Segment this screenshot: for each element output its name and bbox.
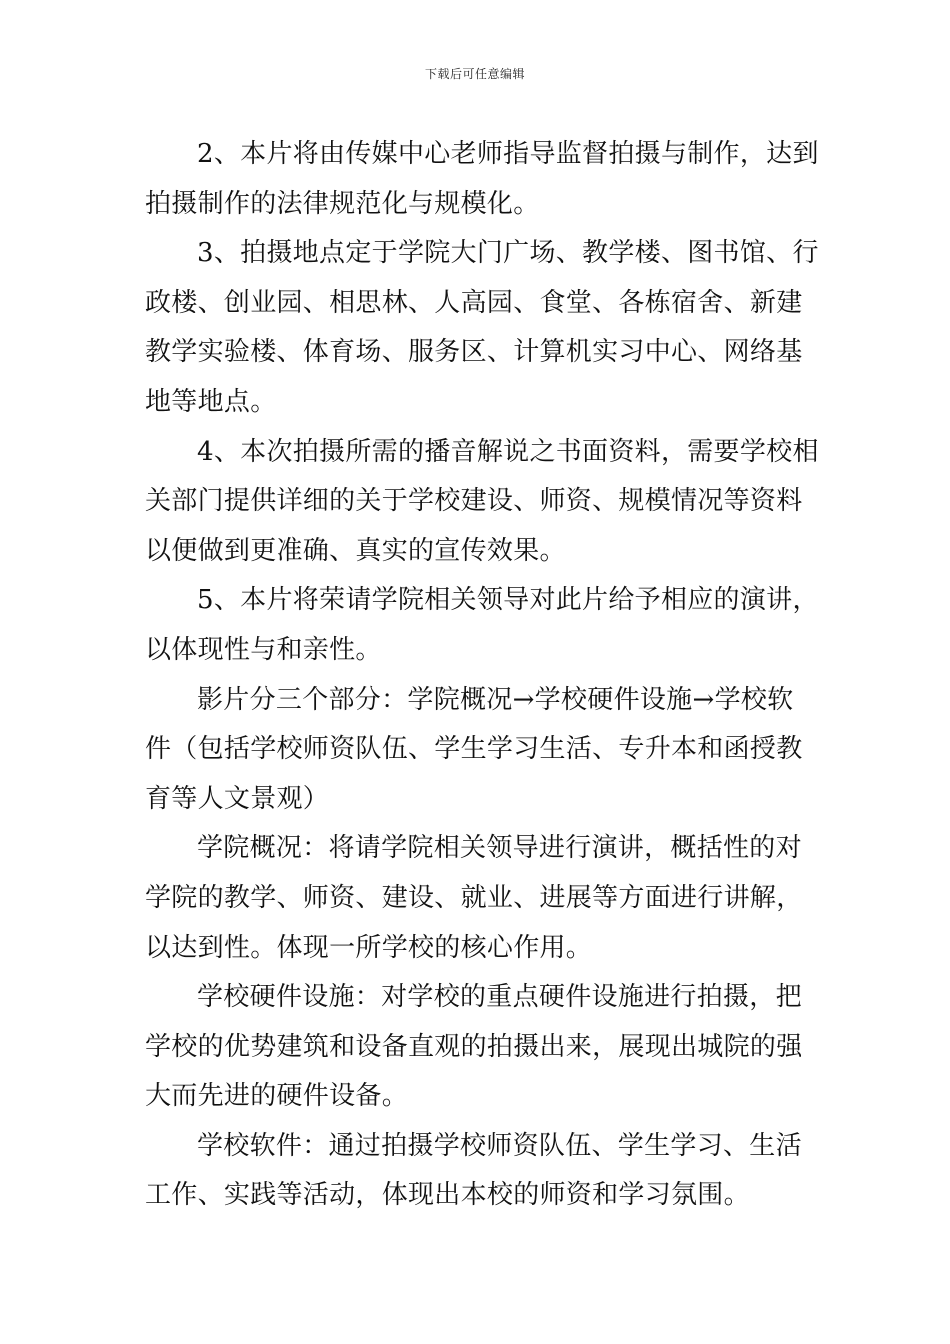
text-line: 2、本片将由传媒中心老师指导监督拍摄与制作，达到 [197,139,819,169]
text-line: 学校硬件设施：对学校的重点硬件设施进行拍摄，把 [197,982,802,1013]
paragraph-hardware [145,973,810,1122]
text-line: 以便做到更准确、真实的宣传效果。 [145,535,566,566]
paragraph-2 [145,130,819,229]
paragraph-film-parts [145,676,810,825]
text-line: 学校软件：通过拍摄学校师资队伍、学生学习、生活 [197,1130,802,1161]
text-line: 影片分三个部分：学院概况→学校硬件设施→学校软 [197,684,794,715]
text-line: 教学实验楼、体育场、服务区、计算机实习中心、网络基 [145,337,803,368]
text-line: 学院的教学、师资、建设、就业、进展等方面进行讲解， [145,882,803,913]
text-line: 育等人文景观） [145,783,330,814]
document-body [145,130,819,1221]
text-line: 学院概况：将请学院相关领导进行演讲，概括性的对 [197,833,802,864]
paragraph-3 [145,229,819,427]
text-line: 以达到性。体现一所学校的核心作用。 [145,932,593,963]
text-line: 大而先进的硬件设备。 [145,1081,409,1112]
paragraph-software [145,1122,810,1221]
page-header: 下载后可任意编辑 [424,67,525,81]
text-line: 件（包括学校师资队伍、学生学习生活、专升本和函授教 [145,734,803,765]
paragraph-college-overview [145,824,810,973]
text-line: 政楼、创业园、相思林、人高园、食堂、各栋宿舍、新建 [145,287,803,318]
text-line: 地等地点。 [145,386,277,417]
text-line: 以体现性与和亲性。 [145,634,382,665]
text-line: 学校的优势建筑和设备直观的拍摄出来，展现出城院的强 [145,1031,803,1062]
text-line: 拍摄制作的法律规范化与规模化。 [145,188,540,219]
text-line: 3、拍摄地点定于学院大门广场、教学楼、图书馆、行 [197,238,819,269]
paragraph-5 [145,576,819,675]
text-line: 工作、实践等活动，体现出本校的师资和学习氛围。 [145,1180,750,1211]
paragraph-4 [145,428,819,577]
text-line: 5、本片将荣请学院相关领导对此片给予相应的演讲， [197,585,819,616]
text-line: 关部门提供详细的关于学校建设、师资、规模情况等资料 [145,486,803,517]
text-line: 4、本次拍摄所需的播音解说之书面资料，需要学校相 [197,436,819,467]
